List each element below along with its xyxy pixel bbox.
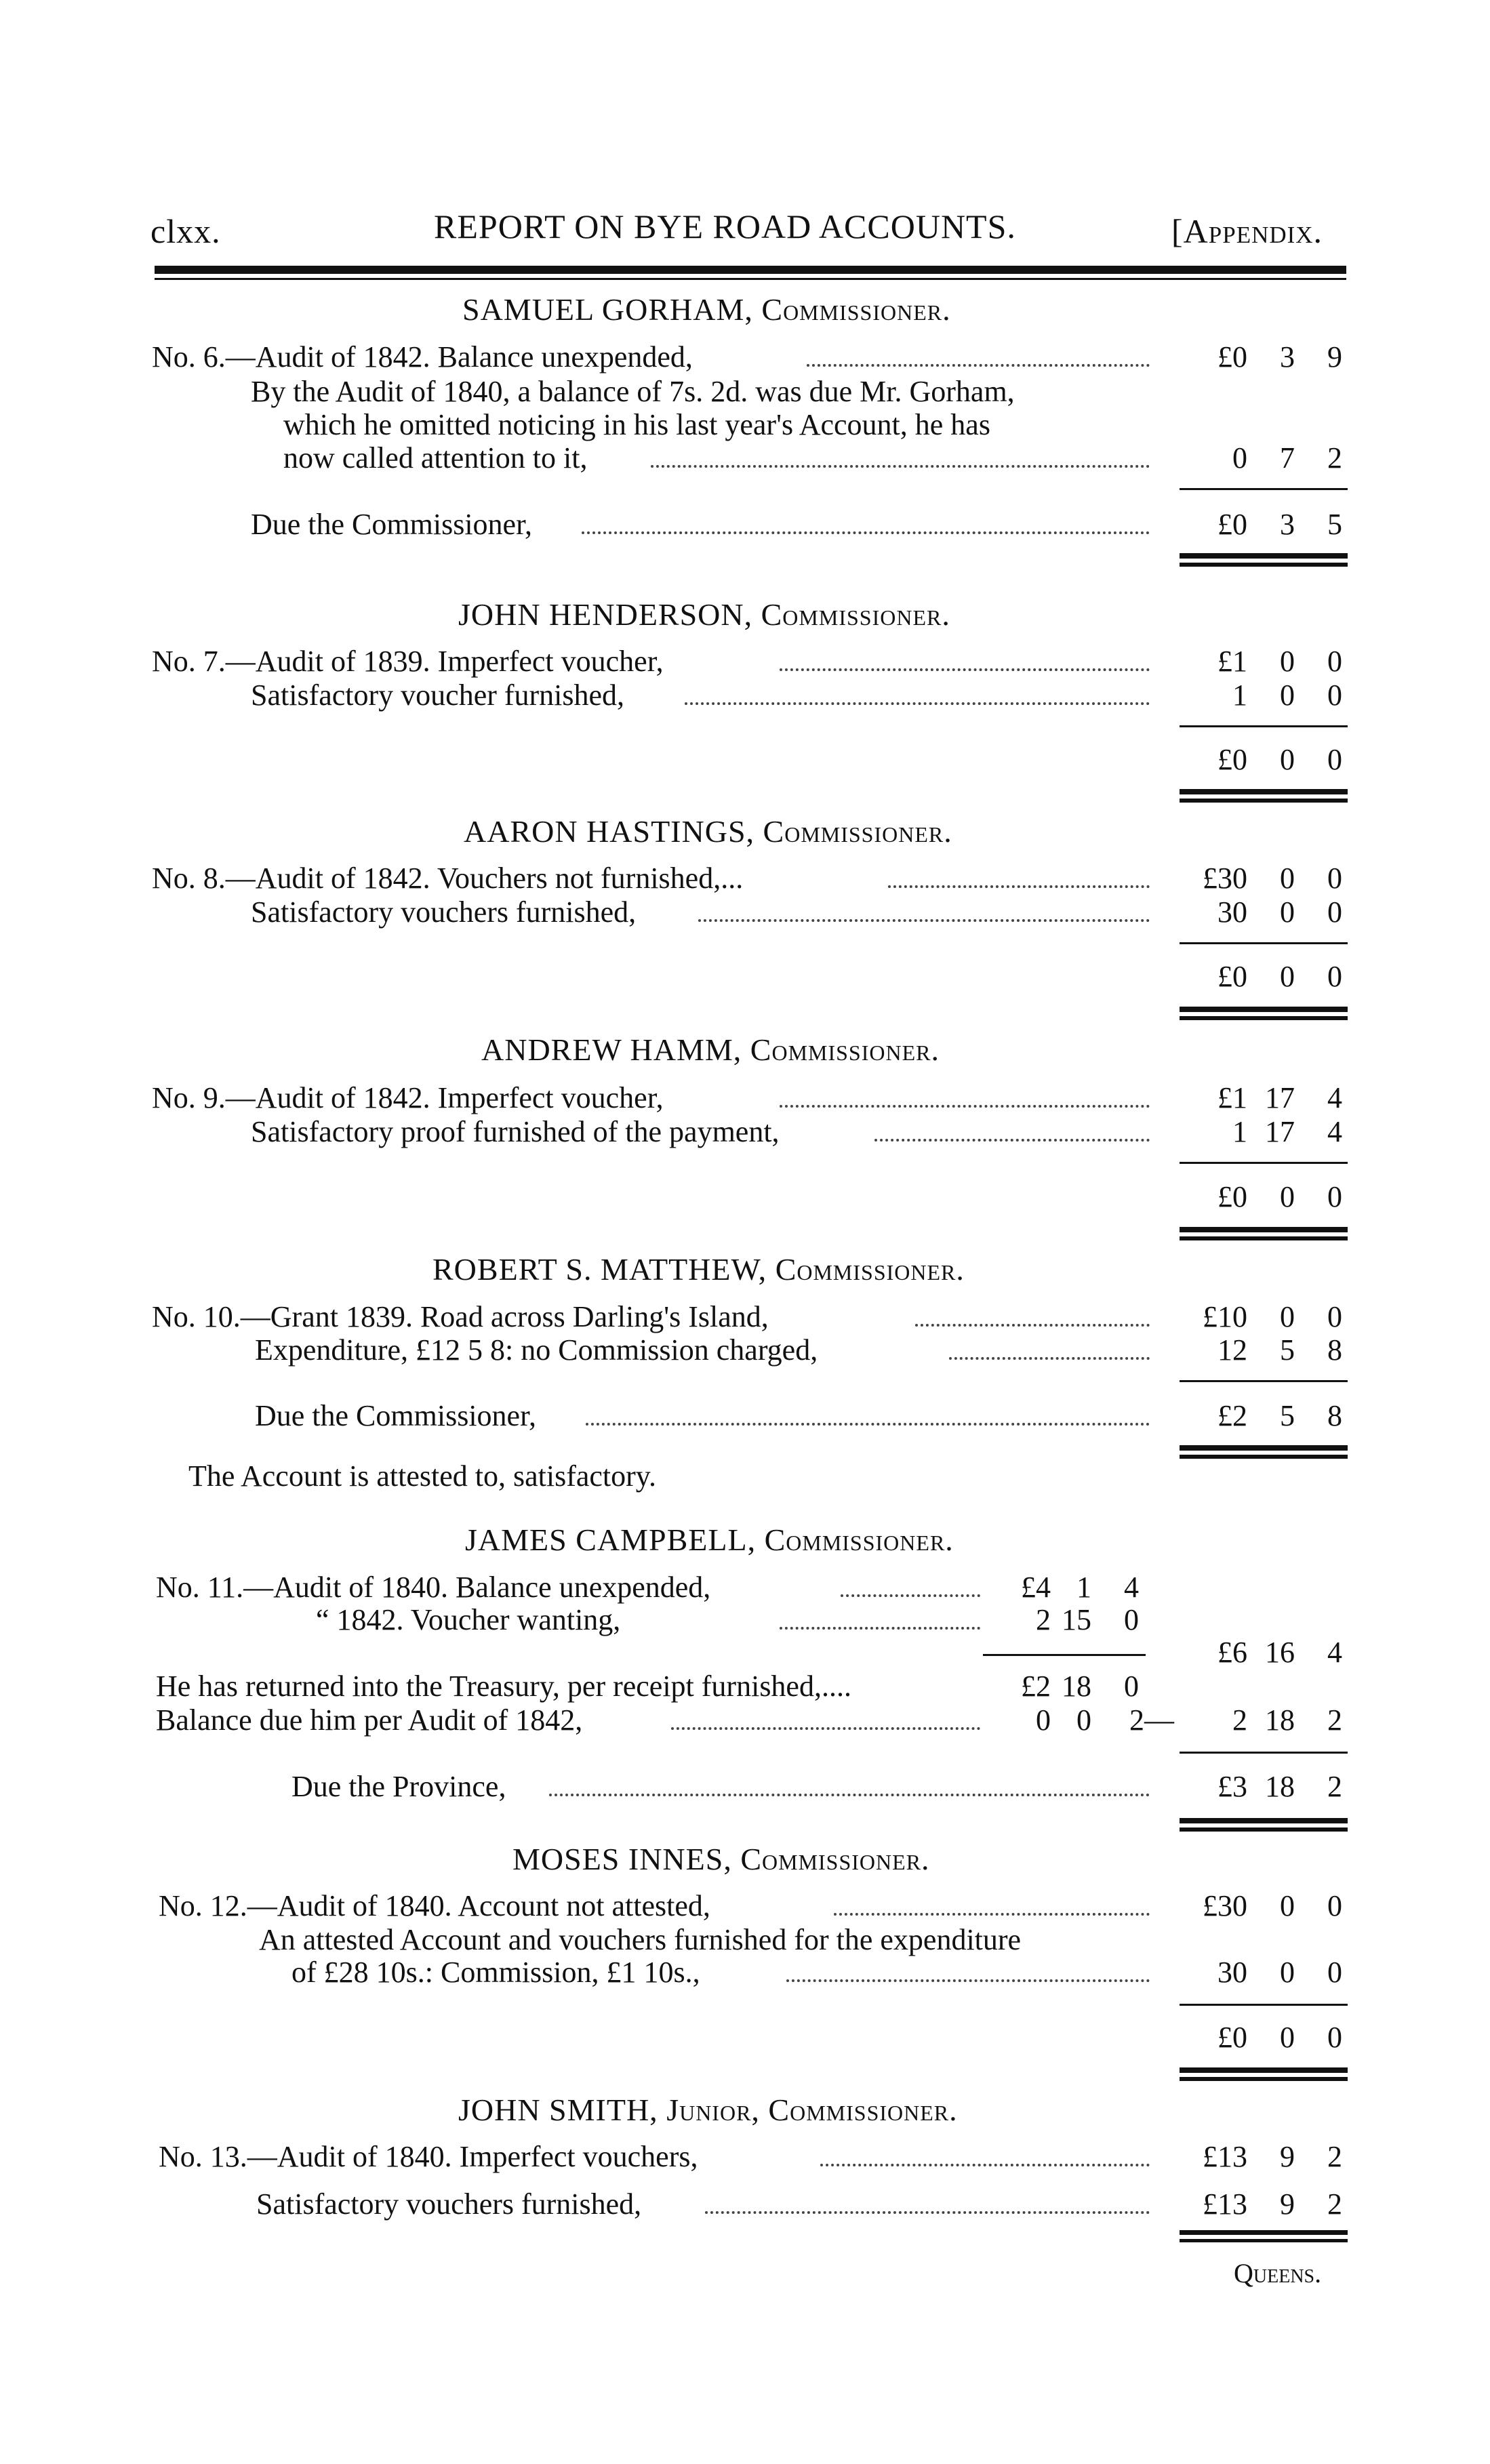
total-label: Due the Commissioner,: [255, 1399, 536, 1432]
leader-dots: [651, 465, 1150, 468]
sum-rule: [1180, 2004, 1348, 2006]
entry-line: No. 7.—Audit of 1839. Imperfect voucher,: [152, 645, 664, 678]
leader-dots: [949, 1357, 1150, 1360]
entry-line: No. 6.—Audit of 1842. Balance unexpended,: [152, 340, 693, 373]
total-pence: 0: [1327, 2021, 1342, 2054]
inner-pounds: 0: [1036, 1703, 1051, 1737]
leader-dots: [874, 1139, 1150, 1142]
amount-pounds: £30: [1203, 862, 1247, 895]
appendix-label: [Appendix.: [1171, 212, 1323, 250]
section-heading: [458, 597, 950, 632]
entry-line: Satisfactory vouchers furnished,: [251, 895, 637, 929]
amount-shillings: 3: [1280, 340, 1295, 373]
entry-line: of £28 10s.: Commission, £1 10s.,: [291, 1956, 700, 1989]
entry-line: Satisfactory proof furnished of the payment,: [251, 1115, 780, 1148]
total-pounds: £2: [1217, 1399, 1247, 1432]
commissioner-role: Commissioner.: [761, 292, 951, 327]
total-pence: 0: [1327, 960, 1342, 993]
amount-shillings: 0: [1280, 679, 1295, 712]
entry-line: Expenditure, £12 5 8: no Commission charged,: [255, 1333, 818, 1367]
inner-shillings: 1: [1076, 1571, 1091, 1604]
amount-pounds: £13: [1203, 2140, 1247, 2173]
leader-dots: [915, 1324, 1150, 1327]
commissioner-name: ANDREW HAMM,: [481, 1032, 742, 1067]
entry-line: By the Audit of 1840, a balance of 7s. 2d. was due Mr. Gorham,: [251, 375, 1015, 408]
double-rule: [1180, 2230, 1348, 2235]
total-label: Due the Commissioner,: [251, 508, 532, 541]
amount-pence: 8: [1327, 1333, 1342, 1367]
section-heading: [464, 813, 952, 849]
double-rule: [1180, 1007, 1348, 1012]
amount-pence: 0: [1327, 1300, 1342, 1333]
sum-rule: [1180, 488, 1348, 490]
double-rule: [1180, 789, 1348, 794]
page-number: clxx.: [150, 212, 221, 250]
sum-rule: [983, 1654, 1146, 1656]
double-rule: [1180, 553, 1348, 559]
amount-pounds: 30: [1217, 1956, 1247, 1989]
amount-shillings: 17: [1265, 1081, 1295, 1114]
amount-pence: 9: [1327, 340, 1342, 373]
amount-shillings: 0: [1280, 1889, 1295, 1922]
total-pounds: £0: [1217, 960, 1247, 993]
inner-shillings: 0: [1076, 1703, 1091, 1737]
amount-pounds: £6: [1217, 1636, 1247, 1669]
double-rule: [1180, 799, 1348, 803]
amount-pence: 0: [1327, 1956, 1342, 1989]
section-heading: [481, 1032, 940, 1068]
total-shillings: 0: [1280, 2021, 1295, 2054]
amount-pence: 4: [1327, 1081, 1342, 1114]
leader-dots: [780, 668, 1150, 671]
amount-pence: 2: [1327, 441, 1342, 474]
double-rule: [1180, 1445, 1348, 1451]
inner-pence: 0: [1124, 1603, 1139, 1636]
commissioner-name: JOHN HENDERSON,: [458, 597, 753, 632]
amount-pounds: £0: [1217, 340, 1247, 373]
leader-dots: [549, 1794, 1150, 1796]
leader-dots: [671, 1727, 980, 1730]
amount-shillings: 18: [1265, 1703, 1295, 1737]
amount-pounds: £1: [1217, 645, 1247, 678]
header-rule-thin: [155, 278, 1346, 280]
commissioner-name: JOHN SMITH,: [458, 2093, 658, 2127]
amount-pence: 2: [1327, 1703, 1342, 1737]
inner-pounds: £2: [1021, 1670, 1051, 1703]
entry-line: No. 8.—Audit of 1842. Vouchers not furnished,...: [152, 862, 744, 895]
double-rule: [1180, 1818, 1348, 1823]
amount-pence: 0: [1327, 1889, 1342, 1922]
total-shillings: 3: [1280, 508, 1295, 541]
amount-pounds: £13: [1203, 2187, 1247, 2221]
leader-dots: [841, 1594, 980, 1597]
leader-dots: [586, 1423, 1150, 1426]
sum-rule: [1180, 942, 1348, 944]
amount-pence: 0: [1327, 645, 1342, 678]
amount-shillings: 16: [1265, 1636, 1295, 1669]
amount-pounds: 0: [1232, 441, 1247, 474]
entry-line: An attested Account and vouchers furnished for the expenditure: [259, 1923, 1022, 1956]
entry-line: Satisfactory voucher furnished,: [251, 679, 625, 712]
commissioner-role: Commissioner.: [775, 1252, 965, 1287]
double-rule: [1180, 1016, 1348, 1020]
total-shillings: 0: [1280, 960, 1295, 993]
section-heading: [512, 1841, 930, 1877]
total-pence: 0: [1327, 743, 1342, 776]
amount-pence: 4: [1327, 1636, 1342, 1669]
commissioner-role: Commissioner.: [764, 1522, 954, 1557]
total-shillings: 0: [1280, 1180, 1295, 1213]
sum-rule: [1180, 1380, 1348, 1382]
amount-shillings: 7: [1280, 441, 1295, 474]
inner-pence: 2—: [1129, 1703, 1174, 1737]
amount-pounds: 1: [1232, 1115, 1247, 1148]
header-rule-thick: [155, 266, 1346, 274]
inner-pence: 4: [1124, 1571, 1139, 1604]
amount-pence: 4: [1327, 1115, 1342, 1148]
leader-dots: [834, 1913, 1150, 1916]
commissioner-role: Junior, Commissioner.: [666, 2093, 958, 2127]
inner-pounds: £4: [1021, 1571, 1051, 1604]
amount-pounds: £30: [1203, 1889, 1247, 1922]
leader-dots: [786, 1979, 1150, 1982]
double-rule: [1180, 563, 1348, 567]
inner-pence: 0: [1124, 1670, 1139, 1703]
double-rule: [1180, 2077, 1348, 2081]
total-shillings: 0: [1280, 743, 1295, 776]
commissioner-name: SAMUEL GORHAM,: [462, 292, 753, 327]
amount-pence: 2: [1327, 2187, 1342, 2221]
double-rule: [1180, 2067, 1348, 2073]
leader-dots: [780, 1627, 980, 1630]
entry-line: Balance due him per Audit of 1842,: [156, 1703, 583, 1737]
total-shillings: 18: [1265, 1770, 1295, 1803]
section-heading: [465, 1522, 954, 1558]
entry-line: No. 13.—Audit of 1840. Imperfect vouchers,: [159, 2140, 698, 2173]
commissioner-name: MOSES INNES,: [512, 1842, 732, 1876]
amount-shillings: 9: [1280, 2140, 1295, 2173]
total-pounds: £3: [1217, 1770, 1247, 1803]
commissioner-role: Commissioner.: [763, 814, 952, 849]
total-label: Due the Province,: [291, 1770, 506, 1803]
entry-line: No. 9.—Audit of 1842. Imperfect voucher,: [152, 1081, 664, 1114]
leader-dots: [888, 885, 1150, 888]
page-title: REPORT ON BYE ROAD ACCOUNTS.: [434, 207, 1016, 245]
total-pounds: £0: [1217, 2021, 1247, 2054]
leader-dots: [582, 531, 1150, 534]
total-shillings: 5: [1280, 1399, 1295, 1432]
entry-line: “ 1842. Voucher wanting,: [316, 1603, 621, 1636]
inner-shillings: 15: [1062, 1603, 1091, 1636]
total-pounds: £0: [1217, 508, 1247, 541]
entry-line: now called attention to it,: [283, 441, 588, 474]
amount-pence: 0: [1327, 679, 1342, 712]
amount-pounds: 30: [1217, 895, 1247, 929]
commissioner-name: JAMES CAMPBELL,: [465, 1522, 757, 1557]
sum-rule: [1180, 1752, 1348, 1754]
commissioner-name: ROBERT S. MATTHEW,: [432, 1252, 767, 1287]
amount-shillings: 0: [1280, 645, 1295, 678]
amount-shillings: 17: [1265, 1115, 1295, 1148]
amount-shillings: 5: [1280, 1333, 1295, 1367]
entry-line: No. 11.—Audit of 1840. Balance unexpended,: [156, 1571, 711, 1604]
sum-rule: [1180, 1162, 1348, 1164]
amount-shillings: 0: [1280, 862, 1295, 895]
leader-dots: [698, 919, 1150, 922]
commissioner-role: Commissioner.: [740, 1842, 930, 1876]
commissioner-name: AARON HASTINGS,: [464, 814, 755, 849]
entry-line: No. 10.—Grant 1839. Road across Darling's Island,: [152, 1300, 769, 1333]
amount-pence: 2: [1327, 2140, 1342, 2173]
sum-rule: [1180, 725, 1348, 727]
leader-dots: [820, 2164, 1150, 2166]
amount-pence: 0: [1327, 895, 1342, 929]
double-rule: [1180, 1455, 1348, 1459]
amount-pounds: £10: [1203, 1300, 1247, 1333]
entry-line: He has returned into the Treasury, per receipt furnished,....: [156, 1670, 851, 1703]
amount-pounds: £1: [1217, 1081, 1247, 1114]
inner-shillings: 18: [1062, 1670, 1091, 1703]
amount-pounds: 1: [1232, 679, 1247, 712]
entry-line: which he omitted noticing in his last year's Account, he has: [283, 408, 990, 441]
total-pence: 2: [1327, 1770, 1342, 1803]
double-rule: [1180, 2239, 1348, 2242]
catchword: Queens.: [1234, 2258, 1322, 2288]
leader-dots: [685, 702, 1150, 705]
amount-shillings: 0: [1280, 1300, 1295, 1333]
amount-pounds: 2: [1232, 1703, 1247, 1737]
amount-shillings: 0: [1280, 895, 1295, 929]
attestation-note: The Account is attested to, satisfactory.: [188, 1459, 656, 1493]
leader-dots: [780, 1105, 1150, 1108]
amount-shillings: 0: [1280, 1956, 1295, 1989]
commissioner-role: Commissioner.: [761, 597, 950, 632]
leader-dots: [807, 364, 1150, 367]
entry-line: Satisfactory vouchers furnished,: [256, 2187, 642, 2221]
entry-line: No. 12.—Audit of 1840. Account not attested,: [159, 1889, 710, 1922]
double-rule: [1180, 1236, 1348, 1240]
amount-pounds: 12: [1217, 1333, 1247, 1367]
leader-dots: [705, 2211, 1150, 2214]
double-rule: [1180, 1827, 1348, 1832]
double-rule: [1180, 1227, 1348, 1232]
commissioner-role: Commissioner.: [750, 1032, 940, 1067]
amount-pence: 0: [1327, 862, 1342, 895]
total-pounds: £0: [1217, 743, 1247, 776]
total-pence: 5: [1327, 508, 1342, 541]
amount-shillings: 9: [1280, 2187, 1295, 2221]
section-heading: [462, 291, 951, 327]
section-heading: [432, 1251, 965, 1287]
section-heading: [458, 2092, 958, 2128]
total-pence: 8: [1327, 1399, 1342, 1432]
inner-pounds: 2: [1036, 1603, 1051, 1636]
total-pence: 0: [1327, 1180, 1342, 1213]
total-pounds: £0: [1217, 1180, 1247, 1213]
